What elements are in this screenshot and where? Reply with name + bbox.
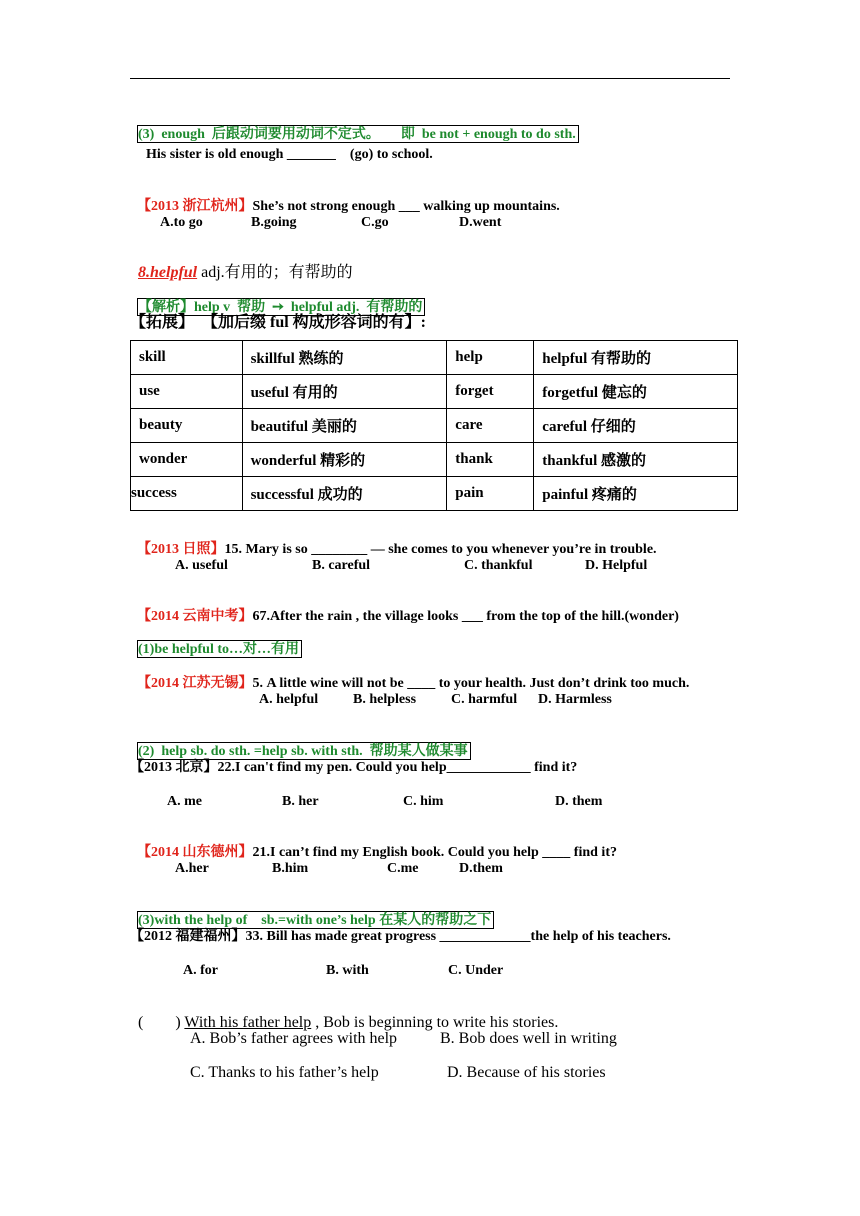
note2-box <box>130 725 471 761</box>
question-hangzhou <box>130 180 560 216</box>
option-a: A.to go <box>160 215 203 230</box>
table-row <box>131 409 738 443</box>
option-a: A. Bob’s father agrees with help <box>190 1030 398 1047</box>
table-row <box>131 341 738 375</box>
option-d: D. Helpful <box>585 558 648 573</box>
table-cell: beautiful 美丽的 <box>242 409 447 443</box>
heading-definition: adj.有用的；有帮助的 <box>197 264 353 281</box>
table-cell: skill <box>131 341 243 375</box>
option-d: D. Because of his stories <box>447 1064 606 1081</box>
table-cell: help <box>447 341 534 375</box>
header-rule <box>130 78 730 79</box>
table-cell: forgetful 健忘的 <box>534 375 738 409</box>
question-text: 67.After the rain , the village looks ___ from the top of the hill.(wonder) <box>252 609 679 624</box>
analysis-box <box>130 281 425 317</box>
question-text: She’s not strong enough ___ walking up mountains. <box>252 199 560 214</box>
question-text: 21.I can’t find my English book. Could you help ____ find it? <box>252 845 617 860</box>
enough-note: (3) enough 后跟动词要用动词不定式。 即 be not + enough to do sth. <box>137 125 579 143</box>
question-tag: 【2014 江苏无锡】 <box>137 676 253 691</box>
option-b: B.him <box>272 861 309 876</box>
question-dezhou <box>130 826 617 862</box>
option-d: D.them <box>459 861 503 876</box>
option-b: B. helpless <box>353 692 417 707</box>
note-help-sb: (2) help sb. do sth. =help sb. with sth. 帮助某人做某事 <box>137 742 471 760</box>
question-wuxi <box>130 657 689 693</box>
table-cell: thank <box>447 443 534 477</box>
question-tag: 【2013 浙江杭州】 <box>137 199 253 214</box>
option-c: C. Thanks to his father’s help <box>190 1064 379 1081</box>
table-cell: thankful 感激的 <box>534 443 738 477</box>
option-d: D. them <box>555 794 603 809</box>
table-cell: pain <box>447 477 534 511</box>
question-text: 15. Mary is so ________ — she comes to you whenever you’re in trouble. <box>224 542 657 557</box>
table-cell: forget <box>447 375 534 409</box>
table-row <box>131 477 738 511</box>
table-cell: success <box>131 477 243 511</box>
option-c: C.go <box>361 215 389 230</box>
table-row <box>131 375 738 409</box>
table-cell: helpful 有帮助的 <box>534 341 738 375</box>
table-cell: useful 有用的 <box>242 375 447 409</box>
table-cell: successful 成功的 <box>242 477 447 511</box>
option-d: D. Harmless <box>538 692 612 707</box>
note1-box <box>130 623 302 659</box>
heading-number: 8.helpful <box>138 264 198 281</box>
enough-note-box <box>130 108 579 144</box>
enough-example: His sister is old enough _______ (go) to school. <box>146 147 433 162</box>
question-fuzhou: 【2012 福建福州】33. Bill has made great progress _____________the help of his teachers. <box>130 929 671 944</box>
option-a: A. for <box>183 963 218 978</box>
question-tag: 【2013 日照】 <box>137 542 225 557</box>
option-b: B. with <box>326 963 369 978</box>
note-with-help: (3)with the help of sb.=with one’s help 在某人的帮助之下 <box>137 911 494 929</box>
question-rizhao <box>130 523 657 559</box>
option-a: A. helpful <box>259 692 319 707</box>
note-helpful-to: (1)be helpful to…对…有用 <box>137 640 302 658</box>
table-row <box>131 443 738 477</box>
option-a: A.her <box>175 861 209 876</box>
question-yunnan <box>130 590 679 626</box>
question-tag: 【2014 云南中考】 <box>137 609 253 624</box>
option-c: C. him <box>403 794 444 809</box>
option-d: D.went <box>459 215 502 230</box>
question-text: , Bob is beginning to write his stories. <box>311 1014 559 1031</box>
table-cell: use <box>131 375 243 409</box>
table-cell: careful 仔细的 <box>534 409 738 443</box>
option-c: C.me <box>387 861 419 876</box>
helpful-heading <box>130 246 353 282</box>
table-cell: wonderful 精彩的 <box>242 443 447 477</box>
question-text: 5. A little wine will not be ____ to your health. Just don’t drink too much. <box>252 676 690 691</box>
note3-box <box>130 894 494 930</box>
option-a: A. useful <box>175 558 228 573</box>
analysis-note: 【解析】help v 帮助 ➙ helpful adj. 有帮助的 <box>137 298 425 316</box>
extend-heading: 【拓展】 【加后缀 ful 构成形容词的有】: <box>130 314 427 331</box>
option-c: C. thankful <box>464 558 533 573</box>
table-cell: care <box>447 409 534 443</box>
option-b: B.going <box>251 215 297 230</box>
question-tag: 【2014 山东德州】 <box>137 845 253 860</box>
suffix-ful-table <box>130 340 738 511</box>
option-c: C. harmful <box>451 692 518 707</box>
table-cell: painful 疼痛的 <box>534 477 738 511</box>
table-cell: skillful 熟练的 <box>242 341 447 375</box>
underlined-phrase: With his father help <box>184 1014 312 1031</box>
option-b: B. her <box>282 794 319 809</box>
option-b: B. careful <box>312 558 371 573</box>
option-a: A. me <box>167 794 202 809</box>
question-beijing: 【2013 北京】22.I can't find my pen. Could you help____________ find it? <box>130 760 578 775</box>
question-father-help <box>130 996 558 1032</box>
option-b: B. Bob does well in writing <box>440 1030 617 1047</box>
answer-paren: ( ) <box>138 1014 185 1031</box>
table-cell: beauty <box>131 409 243 443</box>
option-c: C. Under <box>448 963 504 978</box>
table-cell: wonder <box>131 443 243 477</box>
